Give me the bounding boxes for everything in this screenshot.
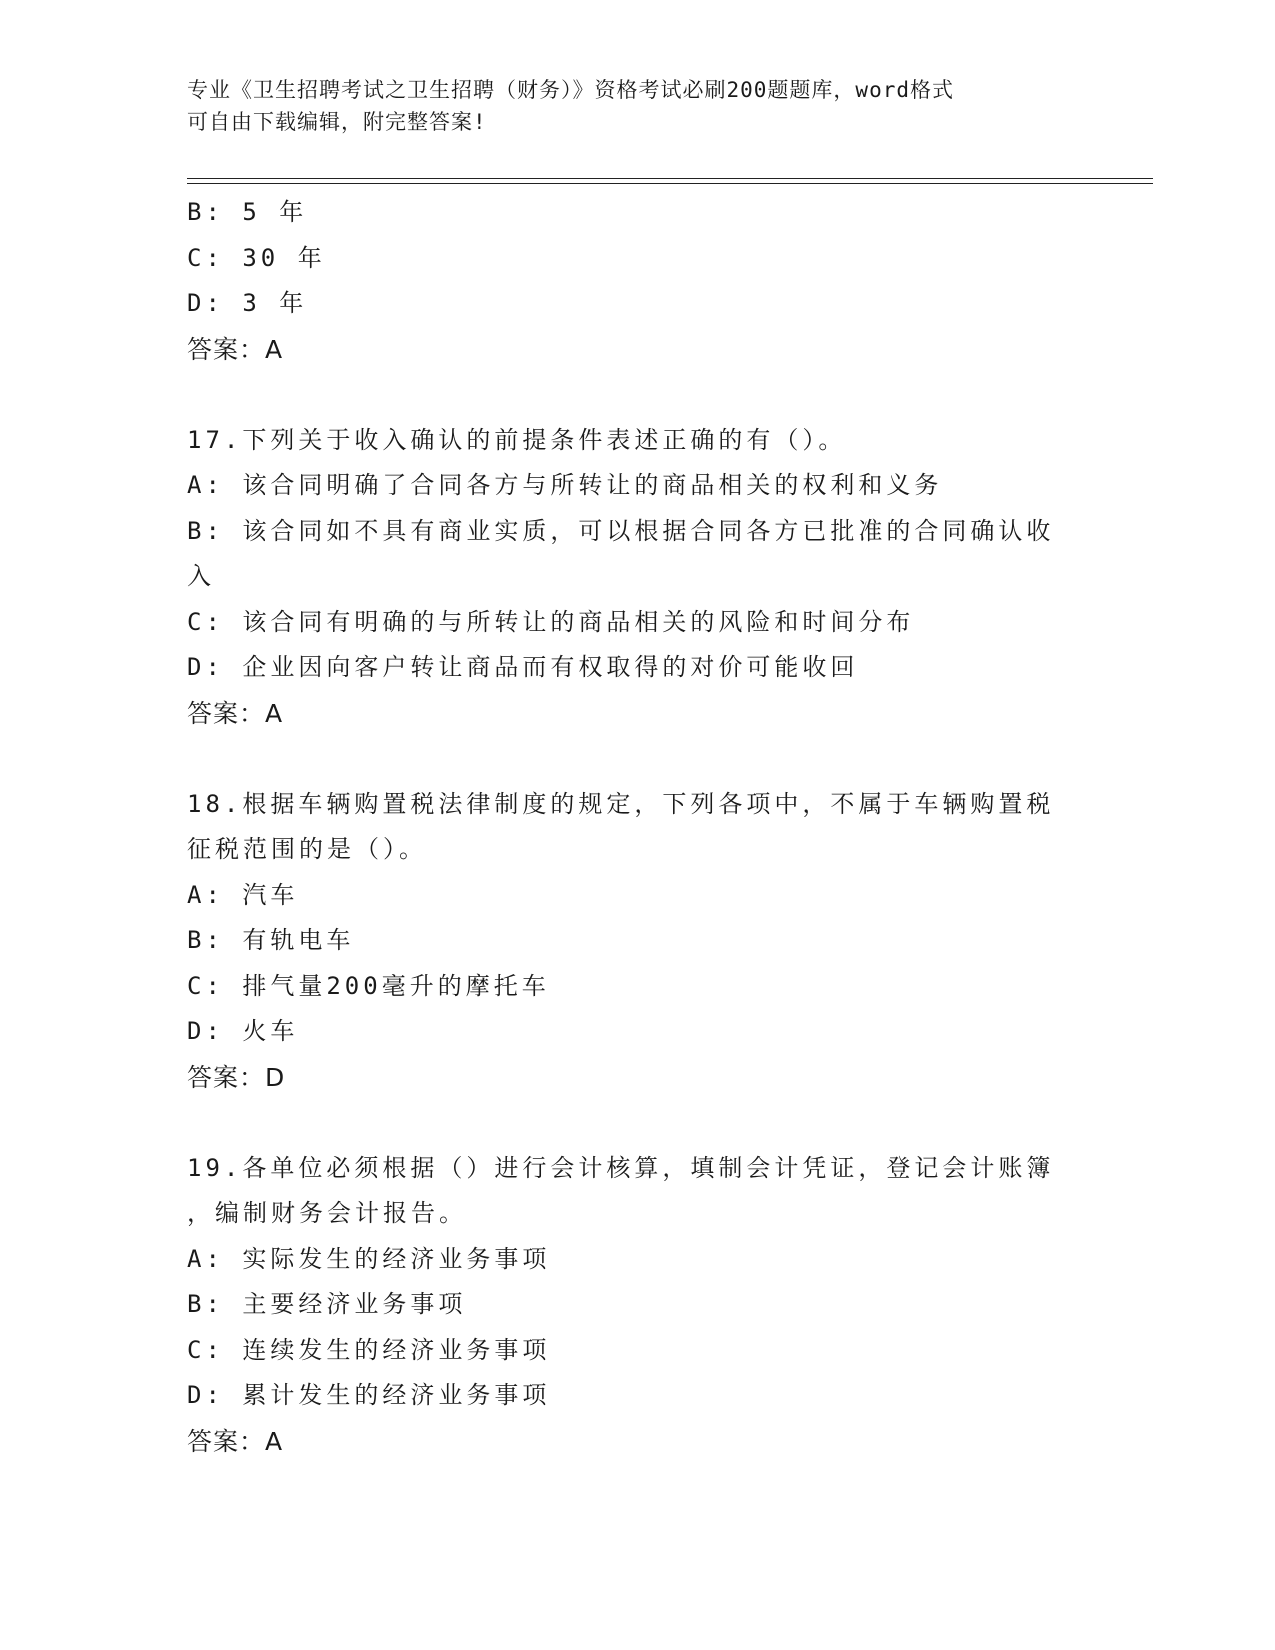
option-d: D: 累计发生的经济业务事项	[187, 1381, 551, 1409]
option-a: A: 实际发生的经济业务事项	[187, 1244, 551, 1273]
option-c: C: 30 年	[187, 243, 326, 272]
option-b-continued: 入	[187, 562, 215, 590]
option-a: A: 该合同明确了合同各方与所转让的商品相关的权利和义务	[187, 471, 943, 499]
document-header	[187, 74, 1067, 138]
question-text: 17.下列关于收入确认的前提条件表述正确的有（）。	[187, 425, 847, 454]
option-c: C: 连续发生的经济业务事项	[187, 1335, 551, 1364]
header-rule-top	[187, 178, 1153, 179]
question-text-continued: 征税范围的是（）。	[187, 835, 427, 863]
question-text: 19.各单位必须根据（）进行会计核算，填制会计凭证，登记会计账簿	[187, 1153, 1055, 1182]
option-d: D: 火车	[187, 1017, 299, 1045]
header-line-2: 可自由下载编辑，附完整答案!	[187, 110, 487, 134]
option-b: B: 有轨电车	[187, 926, 355, 954]
question-list	[187, 190, 1067, 1464]
partial-question	[187, 190, 1067, 372]
question-text: 18.根据车辆购置税法律制度的规定，下列各项中，不属于车辆购置税	[187, 789, 1055, 818]
option-a: A: 汽车	[187, 880, 299, 909]
header-rule-bottom	[187, 183, 1153, 184]
option-c: C: 排气量200毫升的摩托车	[187, 971, 550, 1000]
question-18	[187, 782, 1067, 1101]
question-text-continued: ，编制财务会计报告。	[187, 1199, 467, 1227]
answer-line: 答案：A	[187, 334, 284, 364]
question-17	[187, 418, 1067, 737]
option-d: D: 3 年	[187, 289, 308, 317]
option-b: B: 5 年	[187, 198, 308, 226]
option-c: C: 该合同有明确的与所转让的商品相关的风险和时间分布	[187, 607, 915, 636]
option-b: B: 主要经济业务事项	[187, 1290, 467, 1318]
header-line-1: 专业《卫生招聘考试之卫生招聘（财务）》资格考试必刷200题题库，word格式	[187, 78, 954, 102]
question-19	[187, 1146, 1067, 1465]
answer-line: 答案：A	[187, 1426, 284, 1456]
option-b: B: 该合同如不具有商业实质，可以根据合同各方已批准的合同确认收	[187, 516, 1055, 545]
option-d: D: 企业因向客户转让商品而有权取得的对价可能收回	[187, 653, 859, 681]
answer-line: 答案：D	[187, 1062, 286, 1092]
answer-line: 答案：A	[187, 698, 284, 728]
